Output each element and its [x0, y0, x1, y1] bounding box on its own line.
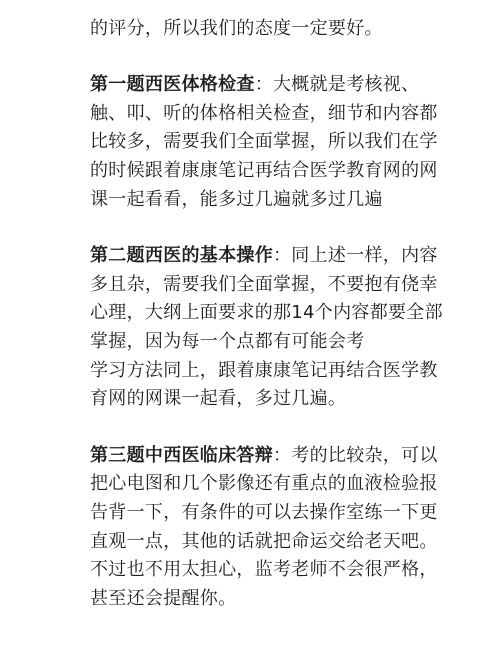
section-2-paragraph	[90, 242, 443, 414]
section-2-line: 掌握，因为每一个点都有可能会考	[90, 330, 365, 352]
section-2-text: ：同上述一样，内容	[273, 245, 438, 267]
paragraph-gap	[90, 414, 420, 442]
section-3-first-line	[90, 442, 438, 471]
intro-line: 的评分，所以我们的态度一定要好。	[90, 17, 383, 39]
section-3-line: 不过也不用太担心，监考老师不会很严格，	[90, 559, 438, 581]
section-1-line: 触、叩、听的体格相关检查，细节和内容都	[90, 102, 438, 124]
intro-paragraph	[90, 0, 420, 43]
section-3-text: ：考的比较杂，可以	[273, 444, 438, 466]
paragraph-gap	[90, 214, 420, 242]
section-1-line: 课一起看看，能多过几遍就多过几遍	[90, 188, 383, 210]
section-2-line: 育网的网课一起看，多过几遍。	[90, 388, 347, 410]
section-1-paragraph	[90, 71, 438, 214]
section-1-heading: 第一题西医体格检查	[90, 74, 255, 96]
section-2-first-line	[90, 242, 438, 271]
paragraph-gap	[90, 43, 420, 71]
section-2-line: 学习方法同上，跟着康康笔记再结合医学教	[90, 359, 438, 381]
section-3-paragraph	[90, 442, 438, 614]
section-2-heading: 第二题西医的基本操作	[90, 245, 273, 267]
section-2-line: 心理，大纲上面要求的那14个内容都要全部	[90, 302, 443, 324]
section-3-line: 把心电图和几个影像还有重点的血液检验报	[90, 473, 438, 495]
section-1-first-line	[90, 71, 420, 100]
section-3-line: 告背一下，有条件的可以去操作室练一下更	[90, 501, 438, 523]
section-3-line: 直观一点，其他的话就把命运交给老天吧。	[90, 530, 438, 552]
section-3-line: 甚至还会提醒你。	[90, 587, 237, 609]
section-1-text: ：大概就是考核视、	[254, 74, 420, 96]
section-1-line: 比较多，需要我们全面掌握，所以我们在学	[90, 131, 438, 153]
section-2-line: 多且杂，需要我们全面掌握，不要抱有侥幸	[90, 273, 438, 295]
section-1-line: 的时候跟着康康笔记再结合医学教育网的网	[90, 159, 438, 181]
article-body	[90, 0, 443, 613]
section-3-heading: 第三题中西医临床答辩	[90, 444, 273, 466]
